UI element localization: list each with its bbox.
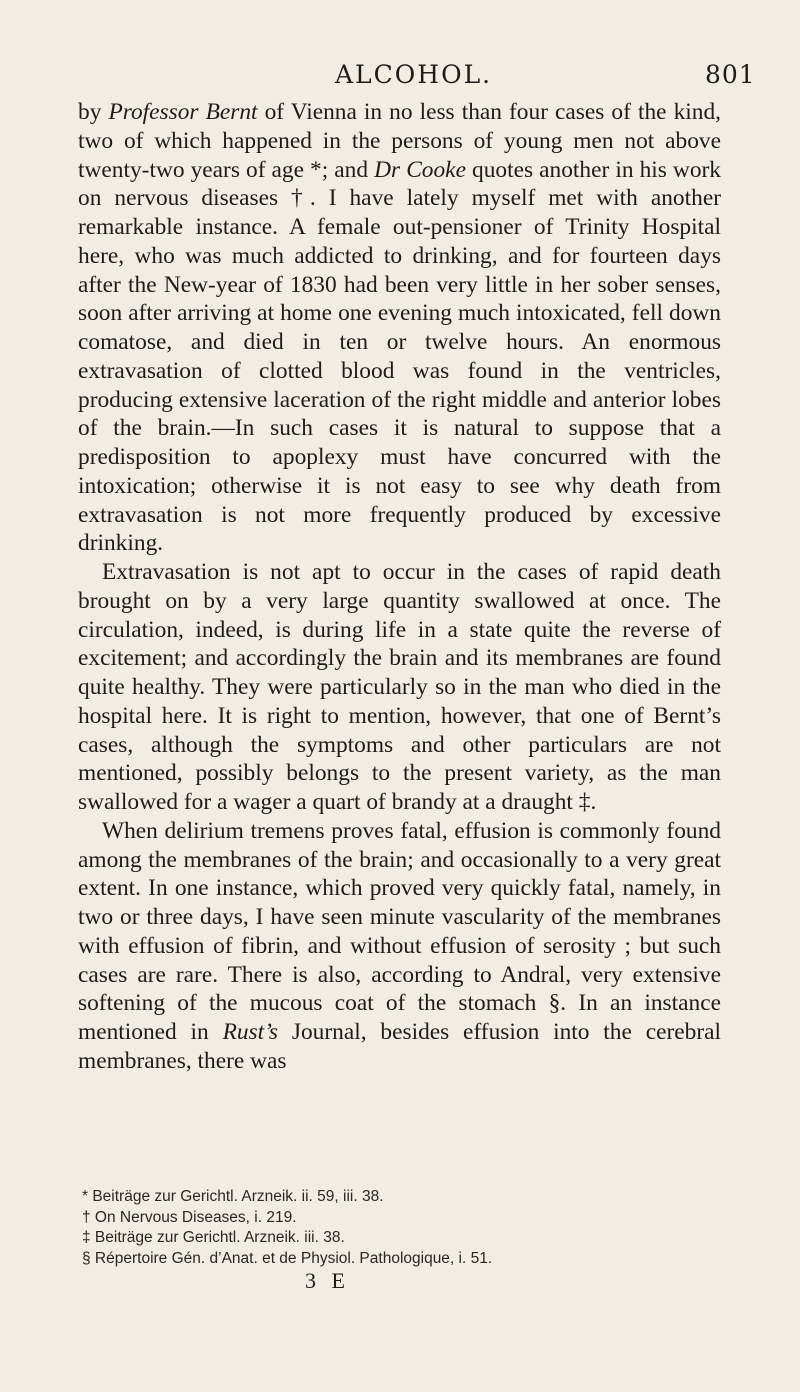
- paragraph: [78, 558, 721, 817]
- footnote: ‡ Beiträge zur Gerichtl. Arzneik. iii. 38.: [82, 1229, 345, 1246]
- italic-text-run: Professor Bernt: [108, 99, 258, 125]
- text-run: When delirium tremens proves fatal, effusion is commonly found among the membranes of the brain; and occasionally to a very great extent. In one instance, which proved very quickly fatal, namely, in two or three days, I have seen minute vascularity of the membranes with effusion of fibrin, and without effusion of serosity ; but such cases are rare. There is also, according to Andral, very extensive softening of the mucous coat of the stomach §. In an instance mentioned in: [78, 817, 721, 1045]
- footnote: † On Nervous Diseases, i. 219.: [82, 1208, 297, 1226]
- italic-text-run: Rust’s: [222, 1019, 279, 1045]
- text-run: quotes another in his work on nervous diseases †. I have lately myself met with another remarkable instance. A female out-pensioner of Trinity Hospital here, who was much addicted to drinking, and for fourteen days after the New-year of 1830 had been very little in her sober senses, soon after arriving at home one evening much intoxicated, fell down comatose, and died in ten or twelve hours. An enormous extravasation of clotted blood was found in the ventricles, producing extensive laceration of the right middle and anterior lobes of the brain.—In such cases it is natural to suppose that a predisposition to apoplexy must have concurred with the intoxication; otherwise it is not easy to see why death from extravasation is not more frequently produced by excessive drinking.: [78, 156, 721, 557]
- text-run: Extravasation is not apt to occur in the cases of rapid death brought on by a very large quantity swallowed at once. The circulation, indeed, is during life in a state quite the reverse of excitement; and accordingly the brain and its membranes are found quite healthy. They were particularly so in the man who died in the hospital here. It is right to mention, however, that one of Bernt’s cases, although the symptoms and other particulars are not mentioned, possibly belongs to the present variety, as the man swallowed for a wager a quart of brandy at a draught ‡.: [78, 559, 721, 815]
- paragraph: [78, 98, 721, 558]
- body-text: [78, 98, 721, 1076]
- footnotes: [82, 1187, 722, 1269]
- text-run: Journal, besides effusion into the cerebral membranes, there was: [78, 1019, 721, 1074]
- running-head: [335, 60, 756, 90]
- footnote: * Beiträge zur Gerichtl. Arzneik. ii. 59, iii. 38.: [82, 1188, 384, 1205]
- footnote: § Répertoire Gén. d’Anat. et de Physiol. Pathologique, i. 51.: [82, 1249, 493, 1267]
- text-run: of Vienna in no less than four cases of the kind, two of which happened in the persons of young men not above twenty-two years of age *; and: [78, 99, 721, 183]
- italic-text-run: Dr Cooke: [374, 156, 466, 183]
- running-title: ALCOHOL.: [335, 60, 493, 89]
- paragraph: [78, 817, 721, 1076]
- text-run: by: [78, 99, 109, 125]
- page-number: 801: [705, 60, 756, 89]
- signature-mark: 3 E: [305, 1268, 350, 1293]
